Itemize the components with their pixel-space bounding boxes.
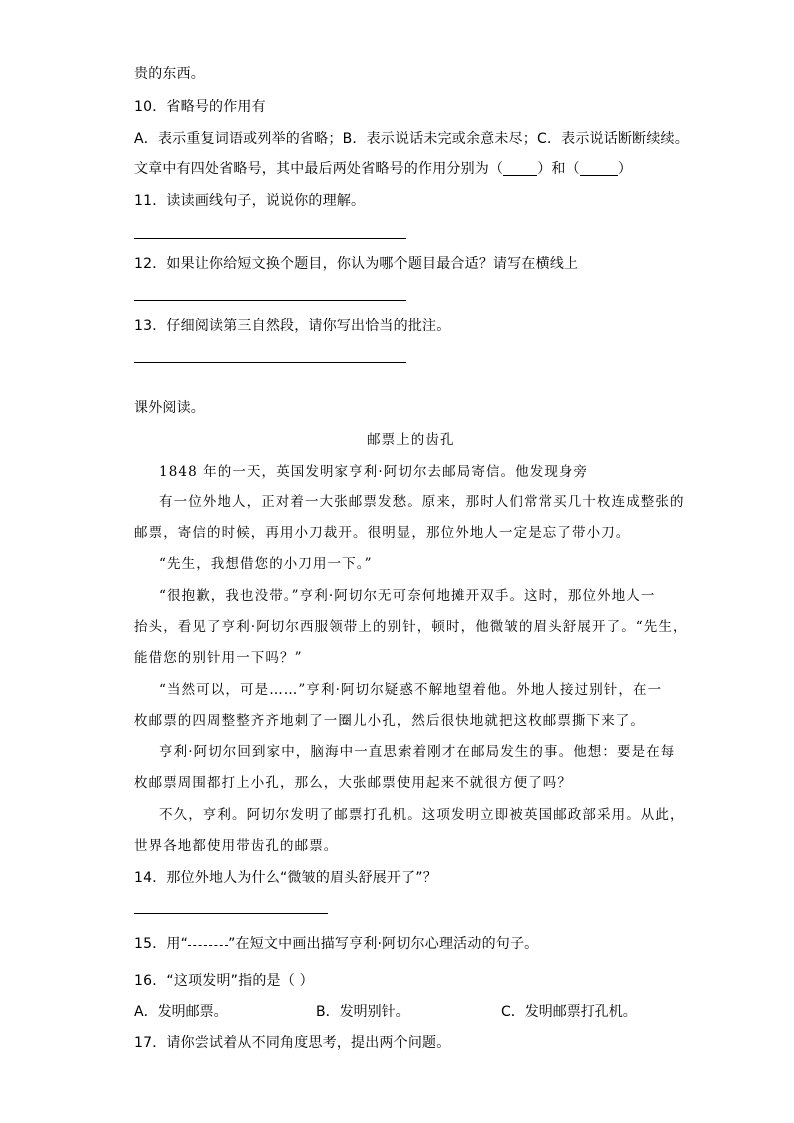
question-17: 17．请你尝试着从不同角度思考，提出两个问题。 bbox=[134, 1035, 451, 1051]
question-10-prompt bbox=[134, 159, 632, 179]
continued-text: 贵的东西。 bbox=[134, 66, 205, 82]
story-line: 亨利·阿切尔回到家中，脑海中一直思索着刚才在邮局发生的事。他想：要是在每 bbox=[159, 744, 676, 760]
story-line: 不久，亨利。阿切尔发明了邮票打孔机。这项发明立即被英国邮政部采用。从此， bbox=[159, 807, 685, 823]
question-15-before: 15．用“ bbox=[134, 936, 189, 952]
question-16-title: 16．“这项发明”指的是（ ） bbox=[134, 973, 314, 989]
story-line: “很抱歉，我也没带。”亨利·阿切尔无可奈何地摊开双手。这时，那位外地人一 bbox=[159, 588, 656, 604]
question-14: 14．那位外地人为什么“微皱的眉头舒展开了”？ bbox=[134, 870, 437, 886]
story-line: 枚邮票的四周整整齐齐地刺了一圈儿小孔，然后很快地就把这枚邮票撕下来了。 bbox=[134, 713, 645, 729]
option-b[interactable]: B．发明别针。 bbox=[316, 1004, 410, 1020]
question-15-after: ”在短文中画出描写亨利·阿切尔心理活动的句子。 bbox=[228, 936, 539, 952]
story-line: 世界各地都使用带齿孔的邮票。 bbox=[134, 838, 339, 854]
story-line: 邮票，寄信的时候，再用小刀裁开。很明显，那位外地人一定是忘了带小刀。 bbox=[134, 525, 631, 541]
answer-blank-1[interactable] bbox=[503, 161, 537, 176]
answer-line-11[interactable] bbox=[134, 238, 406, 239]
story-line: 抬头，看见了亨利·阿切尔西服领带上的别针，顿时，他微皱的眉头舒展开了。“先生， bbox=[134, 619, 688, 635]
question-15 bbox=[134, 934, 538, 954]
answer-line-12[interactable] bbox=[134, 300, 406, 301]
question-10-options: A．表示重复词语或列举的省略；B．表示说话未完或余意未尽；C．表示说话断断续续。 bbox=[134, 131, 689, 147]
question-10-prompt-mid: ）和（ bbox=[537, 161, 580, 177]
story-line: 1848 年的一天，英国发明家亨利·阿切尔去邮局寄信。他发现身旁 bbox=[159, 464, 589, 480]
wavy-line-mark bbox=[188, 937, 228, 946]
option-a[interactable]: A．发明邮票。 bbox=[134, 1004, 228, 1020]
story-title: 邮票上的齿孔 bbox=[367, 432, 455, 448]
question-10-prompt-before: 文章中有四处省略号，其中最后两处省略号的作用分别为（ bbox=[134, 161, 504, 177]
question-11: 11．读读画线句子，说说你的理解。 bbox=[134, 193, 366, 209]
answer-line-14[interactable] bbox=[134, 913, 328, 914]
question-10-prompt-after: ） bbox=[617, 161, 633, 177]
story-line: 有一位外地人，正对着一大张邮票发愁。原来，那时人们常常买几十枚连成整张的 bbox=[159, 494, 685, 510]
question-13: 13．仔细阅读第三自然段，请你写出恰当的批注。 bbox=[134, 318, 451, 334]
answer-line-13[interactable] bbox=[134, 362, 406, 363]
story-line: 枚邮票周围都打上小孔，那么，大张邮票使用起来不就很方便了吗？ bbox=[134, 775, 572, 791]
question-10-title: 10．省略号的作用有 bbox=[134, 99, 266, 115]
question-12: 12．如果让你给短文换个题目，你认为哪个题目最合适？请写在横线上 bbox=[134, 256, 579, 272]
answer-blank-2[interactable] bbox=[580, 161, 618, 176]
story-line: “先生，我想借您的小刀用一下。” bbox=[159, 556, 373, 572]
section-label: 课外阅读。 bbox=[134, 400, 205, 416]
story-line: “当然可以，可是……”亨利·阿切尔疑惑不解地望着他。外地人接过别针，在一 bbox=[159, 682, 663, 698]
option-c[interactable]: C．发明邮票打孔机。 bbox=[501, 1004, 637, 1020]
story-line: 能借您的别针用一下吗？” bbox=[134, 650, 303, 666]
